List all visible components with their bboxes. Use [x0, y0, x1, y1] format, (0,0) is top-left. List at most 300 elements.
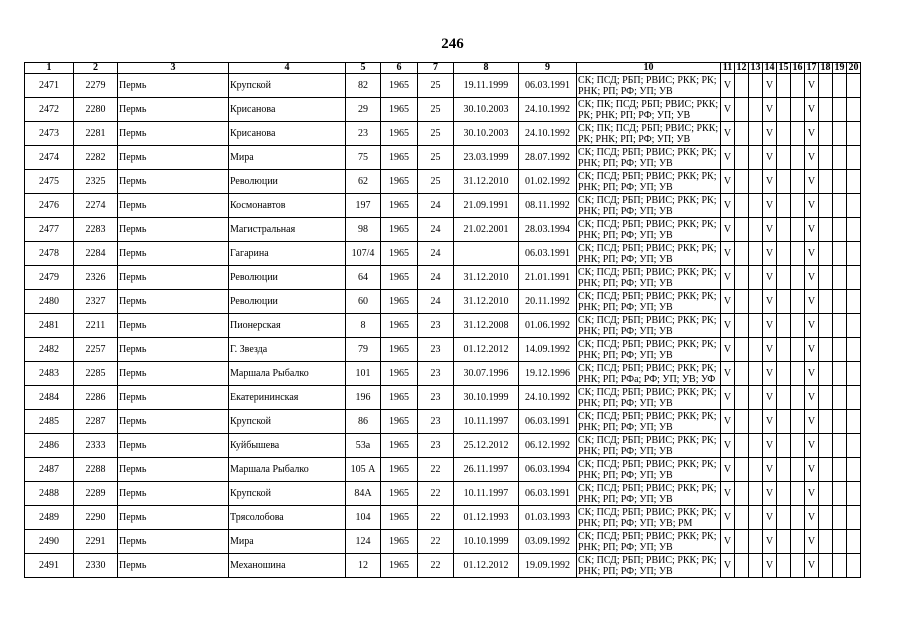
cell-col-17: V [805, 218, 819, 242]
table-row [25, 530, 861, 554]
cell-col-2: 2282 [74, 146, 118, 170]
cell-col-7: 23 [418, 338, 454, 362]
cell-col-15 [777, 74, 791, 98]
cell-col-9: 03.09.1992 [519, 530, 577, 554]
cell-col-1: 2475 [25, 170, 74, 194]
cell-col-11: V [721, 554, 735, 578]
cell-col-3: Пермь [118, 194, 229, 218]
cell-col-7: 23 [418, 314, 454, 338]
cell-col-6: 1965 [381, 554, 418, 578]
cell-col-14: V [763, 146, 777, 170]
cell-col-1: 2477 [25, 218, 74, 242]
cell-col-13 [749, 338, 763, 362]
cell-col-19 [833, 530, 847, 554]
cell-col-1: 2479 [25, 266, 74, 290]
cell-col-2: 2288 [74, 458, 118, 482]
cell-col-19 [833, 146, 847, 170]
table-body [25, 74, 861, 578]
table-row [25, 242, 861, 266]
cell-col-2: 2279 [74, 74, 118, 98]
cell-col-19 [833, 434, 847, 458]
cell-col-1: 2481 [25, 314, 74, 338]
cell-col-7: 25 [418, 98, 454, 122]
cell-col-2: 2285 [74, 362, 118, 386]
cell-col-11: V [721, 170, 735, 194]
cell-col-11: V [721, 506, 735, 530]
cell-col-16 [791, 482, 805, 506]
cell-col-15 [777, 194, 791, 218]
cell-col-6: 1965 [381, 170, 418, 194]
cell-col-14: V [763, 170, 777, 194]
cell-col-7: 24 [418, 266, 454, 290]
cell-col-19 [833, 74, 847, 98]
cell-col-15 [777, 434, 791, 458]
cell-col-13 [749, 458, 763, 482]
cell-col-2: 2327 [74, 290, 118, 314]
cell-col-11: V [721, 98, 735, 122]
cell-col-10: СК; ПСД; РБП; РВИС; РКК; РК; РНК; РП; РФ; УП; УВ [577, 458, 721, 482]
cell-col-4: Маршала Рыбалко [229, 362, 346, 386]
cell-col-18 [819, 362, 833, 386]
cell-col-1: 2474 [25, 146, 74, 170]
cell-col-14: V [763, 554, 777, 578]
cell-col-5: 197 [346, 194, 381, 218]
cell-col-2: 2330 [74, 554, 118, 578]
cell-col-4: Трясолобова [229, 506, 346, 530]
cell-col-20 [847, 194, 861, 218]
cell-col-18 [819, 530, 833, 554]
cell-col-6: 1965 [381, 122, 418, 146]
cell-col-3: Пермь [118, 554, 229, 578]
cell-col-3: Пермь [118, 362, 229, 386]
cell-col-12 [735, 482, 749, 506]
column-header-18: 18 [820, 62, 831, 73]
cell-col-1: 2476 [25, 194, 74, 218]
column-header-11: 11 [721, 63, 735, 74]
cell-col-12 [735, 530, 749, 554]
cell-col-20 [847, 242, 861, 266]
cell-col-14: V [763, 338, 777, 362]
cell-col-8: 01.12.2012 [454, 554, 519, 578]
cell-col-13 [749, 242, 763, 266]
cell-col-9: 06.03.1991 [519, 410, 577, 434]
cell-col-4: Крупской [229, 74, 346, 98]
cell-col-16 [791, 98, 805, 122]
cell-col-4: Космонавтов [229, 194, 346, 218]
cell-col-19 [833, 482, 847, 506]
cell-col-12 [735, 338, 749, 362]
cell-col-10: СК; ПСД; РБП; РВИС; РКК; РК; РНК; РП; РФ; УП; УВ [577, 266, 721, 290]
column-header-13: 13 [750, 62, 761, 73]
cell-col-8: 10.11.1997 [454, 482, 519, 506]
cell-col-12 [735, 266, 749, 290]
cell-col-4: Г. Звезда [229, 338, 346, 362]
cell-col-9: 14.09.1992 [519, 338, 577, 362]
cell-col-13 [749, 122, 763, 146]
cell-col-10: СК; ПСД; РБП; РВИС; РКК; РК; РНК; РП; РФа; РФ; УП; УВ; УФ [577, 362, 721, 386]
cell-col-2: 2325 [74, 170, 118, 194]
column-header-12: 12 [736, 62, 747, 73]
cell-col-13 [749, 218, 763, 242]
cell-col-17: V [805, 554, 819, 578]
cell-col-6: 1965 [381, 218, 418, 242]
cell-col-18 [819, 122, 833, 146]
cell-col-14: V [763, 242, 777, 266]
cell-col-15 [777, 170, 791, 194]
cell-col-12 [735, 314, 749, 338]
cell-col-18 [819, 554, 833, 578]
cell-col-15 [777, 98, 791, 122]
cell-col-13 [749, 170, 763, 194]
cell-col-12 [735, 242, 749, 266]
cell-col-6: 1965 [381, 458, 418, 482]
cell-col-3: Пермь [118, 386, 229, 410]
cell-col-17: V [805, 98, 819, 122]
cell-col-11: V [721, 122, 735, 146]
cell-col-18 [819, 218, 833, 242]
column-header-7: 7 [418, 63, 454, 74]
cell-col-20 [847, 434, 861, 458]
cell-col-12 [735, 434, 749, 458]
cell-col-12 [735, 362, 749, 386]
cell-col-2: 2290 [74, 506, 118, 530]
cell-col-14: V [763, 74, 777, 98]
column-header-6: 6 [381, 63, 418, 74]
cell-col-10: СК; ПСД; РБП; РВИС; РКК; РК; РНК; РП; РФ; УП; УВ [577, 482, 721, 506]
cell-col-9: 28.03.1994 [519, 218, 577, 242]
cell-col-1: 2489 [25, 506, 74, 530]
cell-col-7: 22 [418, 530, 454, 554]
column-header-16: 16 [792, 62, 803, 73]
cell-col-2: 2283 [74, 218, 118, 242]
table-row [25, 266, 861, 290]
cell-col-1: 2480 [25, 290, 74, 314]
cell-col-8: 21.09.1991 [454, 194, 519, 218]
cell-col-13 [749, 290, 763, 314]
column-header-14: 14 [764, 62, 775, 73]
cell-col-2: 2326 [74, 266, 118, 290]
cell-col-15 [777, 554, 791, 578]
cell-col-11: V [721, 242, 735, 266]
cell-col-18 [819, 434, 833, 458]
cell-col-5: 104 [346, 506, 381, 530]
cell-col-18 [819, 146, 833, 170]
cell-col-3: Пермь [118, 530, 229, 554]
column-header-2: 2 [74, 63, 118, 74]
cell-col-7: 24 [418, 218, 454, 242]
column-number-row [25, 63, 861, 74]
cell-col-17: V [805, 482, 819, 506]
table-row [25, 146, 861, 170]
cell-col-4: Куйбышева [229, 434, 346, 458]
cell-col-2: 2274 [74, 194, 118, 218]
cell-col-15 [777, 290, 791, 314]
cell-col-16 [791, 146, 805, 170]
cell-col-12 [735, 122, 749, 146]
cell-col-1: 2487 [25, 458, 74, 482]
cell-col-11: V [721, 218, 735, 242]
cell-col-17: V [805, 530, 819, 554]
cell-col-18 [819, 482, 833, 506]
cell-col-13 [749, 74, 763, 98]
table-row [25, 458, 861, 482]
cell-col-11: V [721, 530, 735, 554]
cell-col-4: Гагарина [229, 242, 346, 266]
cell-col-6: 1965 [381, 530, 418, 554]
cell-col-1: 2490 [25, 530, 74, 554]
cell-col-3: Пермь [118, 122, 229, 146]
table-row [25, 314, 861, 338]
cell-col-8: 31.12.2010 [454, 290, 519, 314]
cell-col-11: V [721, 314, 735, 338]
cell-col-5: 23 [346, 122, 381, 146]
cell-col-20 [847, 530, 861, 554]
cell-col-15 [777, 530, 791, 554]
column-header-3: 3 [118, 63, 229, 74]
cell-col-9: 06.03.1991 [519, 74, 577, 98]
cell-col-4: Крисанова [229, 122, 346, 146]
cell-col-20 [847, 554, 861, 578]
cell-col-18 [819, 506, 833, 530]
cell-col-8: 30.10.2003 [454, 98, 519, 122]
cell-col-17: V [805, 170, 819, 194]
cell-col-14: V [763, 314, 777, 338]
cell-col-10: СК; ПСД; РБП; РВИС; РКК; РК; РНК; РП; РФ; УП; УВ [577, 338, 721, 362]
cell-col-10: СК; ПК; ПСД; РБП; РВИС; РКК; РК; РНК; РП; РФ; УП; УВ [577, 98, 721, 122]
cell-col-11: V [721, 338, 735, 362]
cell-col-6: 1965 [381, 98, 418, 122]
cell-col-6: 1965 [381, 386, 418, 410]
cell-col-13 [749, 266, 763, 290]
cell-col-7: 24 [418, 290, 454, 314]
cell-col-14: V [763, 290, 777, 314]
cell-col-20 [847, 362, 861, 386]
table-row [25, 74, 861, 98]
cell-col-13 [749, 410, 763, 434]
cell-col-17: V [805, 122, 819, 146]
cell-col-16 [791, 290, 805, 314]
cell-col-2: 2280 [74, 98, 118, 122]
cell-col-1: 2478 [25, 242, 74, 266]
cell-col-5: 64 [346, 266, 381, 290]
cell-col-15 [777, 122, 791, 146]
cell-col-16 [791, 362, 805, 386]
cell-col-19 [833, 218, 847, 242]
cell-col-15 [777, 266, 791, 290]
cell-col-16 [791, 434, 805, 458]
cell-col-16 [791, 458, 805, 482]
cell-col-5: 53а [346, 434, 381, 458]
cell-col-11: V [721, 434, 735, 458]
cell-col-3: Пермь [118, 314, 229, 338]
cell-col-18 [819, 458, 833, 482]
cell-col-5: 107/4 [346, 242, 381, 266]
cell-col-14: V [763, 122, 777, 146]
cell-col-6: 1965 [381, 338, 418, 362]
cell-col-11: V [721, 482, 735, 506]
table-row [25, 434, 861, 458]
cell-col-8: 31.12.2010 [454, 170, 519, 194]
cell-col-7: 25 [418, 74, 454, 98]
cell-col-14: V [763, 434, 777, 458]
cell-col-12 [735, 554, 749, 578]
cell-col-10: СК; ПСД; РБП; РВИС; РКК; РК; РНК; РП; РФ; УП; УВ [577, 530, 721, 554]
cell-col-20 [847, 122, 861, 146]
cell-col-5: 60 [346, 290, 381, 314]
cell-col-17: V [805, 242, 819, 266]
cell-col-18 [819, 194, 833, 218]
cell-col-6: 1965 [381, 74, 418, 98]
cell-col-13 [749, 386, 763, 410]
cell-col-7: 25 [418, 122, 454, 146]
cell-col-11: V [721, 266, 735, 290]
cell-col-6: 1965 [381, 362, 418, 386]
cell-col-5: 196 [346, 386, 381, 410]
cell-col-8: 31.12.2010 [454, 266, 519, 290]
cell-col-9: 08.11.1992 [519, 194, 577, 218]
cell-col-9: 24.10.1992 [519, 122, 577, 146]
cell-col-12 [735, 146, 749, 170]
cell-col-13 [749, 362, 763, 386]
cell-col-1: 2471 [25, 74, 74, 98]
cell-col-12 [735, 194, 749, 218]
cell-col-16 [791, 554, 805, 578]
cell-col-5: 124 [346, 530, 381, 554]
table-row [25, 170, 861, 194]
cell-col-18 [819, 98, 833, 122]
cell-col-18 [819, 314, 833, 338]
cell-col-16 [791, 122, 805, 146]
cell-col-17: V [805, 338, 819, 362]
page-number: 246 [441, 36, 464, 52]
cell-col-9: 21.01.1991 [519, 266, 577, 290]
cell-col-15 [777, 338, 791, 362]
cell-col-5: 105 А [346, 458, 381, 482]
cell-col-20 [847, 386, 861, 410]
cell-col-4: Революции [229, 170, 346, 194]
cell-col-11: V [721, 362, 735, 386]
cell-col-2: 2333 [74, 434, 118, 458]
cell-col-13 [749, 530, 763, 554]
cell-col-6: 1965 [381, 194, 418, 218]
cell-col-5: 86 [346, 410, 381, 434]
cell-col-18 [819, 74, 833, 98]
cell-col-4: Пионерская [229, 314, 346, 338]
cell-col-15 [777, 410, 791, 434]
cell-col-9: 24.10.1992 [519, 98, 577, 122]
cell-col-14: V [763, 506, 777, 530]
cell-col-10: СК; ПСД; РБП; РВИС; РКК; РК; РНК; РП; РФ; УП; УВ [577, 314, 721, 338]
cell-col-3: Пермь [118, 482, 229, 506]
cell-col-16 [791, 506, 805, 530]
cell-col-13 [749, 554, 763, 578]
cell-col-6: 1965 [381, 506, 418, 530]
cell-col-6: 1965 [381, 146, 418, 170]
cell-col-20 [847, 170, 861, 194]
cell-col-19 [833, 362, 847, 386]
cell-col-9: 01.03.1993 [519, 506, 577, 530]
cell-col-4: Крисанова [229, 98, 346, 122]
cell-col-7: 22 [418, 554, 454, 578]
cell-col-11: V [721, 458, 735, 482]
cell-col-12 [735, 458, 749, 482]
cell-col-13 [749, 194, 763, 218]
cell-col-14: V [763, 410, 777, 434]
cell-col-8: 01.12.1993 [454, 506, 519, 530]
cell-col-14: V [763, 194, 777, 218]
column-header-9: 9 [519, 63, 577, 74]
cell-col-12 [735, 170, 749, 194]
cell-col-11: V [721, 290, 735, 314]
cell-col-7: 24 [418, 194, 454, 218]
cell-col-17: V [805, 458, 819, 482]
cell-col-1: 2486 [25, 434, 74, 458]
cell-col-20 [847, 482, 861, 506]
cell-col-11: V [721, 74, 735, 98]
cell-col-19 [833, 98, 847, 122]
cell-col-16 [791, 170, 805, 194]
cell-col-20 [847, 218, 861, 242]
table-row [25, 218, 861, 242]
cell-col-5: 79 [346, 338, 381, 362]
cell-col-16 [791, 218, 805, 242]
cell-col-17: V [805, 314, 819, 338]
cell-col-18 [819, 290, 833, 314]
cell-col-19 [833, 386, 847, 410]
cell-col-4: Революции [229, 290, 346, 314]
cell-col-9: 24.10.1992 [519, 386, 577, 410]
cell-col-7: 23 [418, 410, 454, 434]
cell-col-9: 06.03.1994 [519, 458, 577, 482]
cell-col-3: Пермь [118, 74, 229, 98]
cell-col-4: Магистральная [229, 218, 346, 242]
cell-col-18 [819, 338, 833, 362]
column-header-8: 8 [454, 63, 519, 74]
cell-col-2: 2211 [74, 314, 118, 338]
cell-col-18 [819, 386, 833, 410]
column-header-19: 19 [834, 62, 845, 73]
cell-col-13 [749, 434, 763, 458]
cell-col-18 [819, 170, 833, 194]
cell-col-16 [791, 74, 805, 98]
registry-table [24, 62, 861, 578]
cell-col-19 [833, 314, 847, 338]
cell-col-16 [791, 530, 805, 554]
cell-col-4: Крупской [229, 482, 346, 506]
cell-col-5: 75 [346, 146, 381, 170]
cell-col-19 [833, 266, 847, 290]
cell-col-10: СК; ПСД; РБП; РВИС; РКК; РК; РНК; РП; РФ; УП; УВ [577, 242, 721, 266]
cell-col-20 [847, 506, 861, 530]
cell-col-9: 06.03.1991 [519, 242, 577, 266]
cell-col-3: Пермь [118, 458, 229, 482]
cell-col-13 [749, 482, 763, 506]
cell-col-8: 10.11.1997 [454, 410, 519, 434]
cell-col-7: 22 [418, 506, 454, 530]
cell-col-11: V [721, 410, 735, 434]
cell-col-20 [847, 98, 861, 122]
cell-col-5: 82 [346, 74, 381, 98]
cell-col-8: 23.03.1999 [454, 146, 519, 170]
cell-col-14: V [763, 458, 777, 482]
cell-col-17: V [805, 506, 819, 530]
cell-col-5: 84А [346, 482, 381, 506]
cell-col-8: 30.10.2003 [454, 122, 519, 146]
cell-col-2: 2291 [74, 530, 118, 554]
cell-col-1: 2491 [25, 554, 74, 578]
cell-col-12 [735, 506, 749, 530]
column-header-4: 4 [229, 63, 346, 74]
